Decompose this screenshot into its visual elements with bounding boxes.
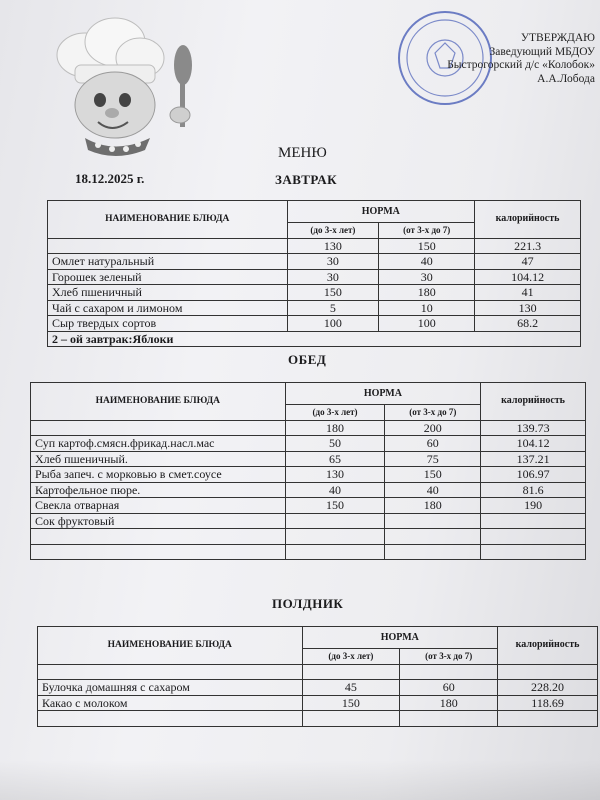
snack-title: ПОЛДНИК xyxy=(272,596,344,611)
table-row xyxy=(38,695,598,711)
col-age2-header: (от 3-х до 7) xyxy=(385,405,481,421)
norm-age1-cell: 45 xyxy=(302,680,400,696)
dish-cell: Омлет натуральный xyxy=(48,254,288,270)
col-norm-header: НОРМА xyxy=(302,627,498,649)
calories-cell: 41 xyxy=(475,285,581,301)
calories-cell: 104.12 xyxy=(481,436,586,452)
approval-line: А.А.Лобода xyxy=(537,72,595,85)
second-breakfast: 2 – ой завтрак:Яблоки xyxy=(48,331,581,347)
calories-cell: 139.73 xyxy=(481,420,586,436)
col-norm-header: НОРМА xyxy=(285,383,481,405)
table-row xyxy=(38,680,598,696)
calories-cell: 190 xyxy=(481,498,586,514)
norm-age1-cell: 50 xyxy=(285,436,385,452)
col-norm-header: НОРМА xyxy=(287,201,475,223)
col-name-header: НАИМЕНОВАНИЕ БЛЮДА xyxy=(31,383,286,421)
calories-cell: 81.6 xyxy=(481,482,586,498)
approval-line: Заведующий МБДОУ xyxy=(489,45,595,58)
approval-block xyxy=(420,32,595,86)
dish-cell: Рыба запеч. с морковью в смет.соусе xyxy=(31,467,286,483)
approval-line: УТВЕРЖДАЮ xyxy=(520,32,595,44)
calories-cell: 137.21 xyxy=(481,451,586,467)
table-row xyxy=(31,544,586,560)
norm-age1-cell: 130 xyxy=(285,467,385,483)
breakfast-title: ЗАВТРАК xyxy=(275,172,338,187)
norm-age2-cell xyxy=(400,711,498,727)
lunch-table xyxy=(30,382,586,560)
dish-cell: Суп картоф.смясн.фрикад.насл.мас xyxy=(31,436,286,452)
norm-age1-cell xyxy=(285,529,385,545)
norm-age2-cell: 75 xyxy=(385,451,481,467)
chef-illustration xyxy=(40,10,210,160)
calories-cell: 130 xyxy=(475,300,581,316)
dish-cell: Булочка домашняя с сахаром xyxy=(38,680,303,696)
norm-age2-cell xyxy=(385,529,481,545)
col-age1-header: (до 3-х лет) xyxy=(302,649,400,665)
breakfast-table xyxy=(47,200,581,347)
col-name-header: НАИМЕНОВАНИЕ БЛЮДА xyxy=(48,201,288,239)
norm-age2-cell xyxy=(400,664,498,680)
dish-cell xyxy=(38,664,303,680)
col-name-header: НАИМЕНОВАНИЕ БЛЮДА xyxy=(38,627,303,665)
calories-cell xyxy=(498,711,598,727)
norm-age2-cell xyxy=(385,544,481,560)
norm-age2-cell: 10 xyxy=(379,300,475,316)
table-row xyxy=(31,436,586,452)
lunch-title: ОБЕД xyxy=(288,352,327,367)
table-row xyxy=(48,269,581,285)
norm-age1-cell: 150 xyxy=(285,498,385,514)
norm-age1-cell: 30 xyxy=(287,269,379,285)
norm-age2-cell: 30 xyxy=(379,269,475,285)
col-age2-header: (от 3-х до 7) xyxy=(379,223,475,239)
norm-age2-cell: 200 xyxy=(385,420,481,436)
page-title: МЕНЮ xyxy=(278,145,327,161)
calories-cell xyxy=(481,544,586,560)
dish-cell: Сыр твердых сортов xyxy=(48,316,288,332)
norm-age2-cell: 60 xyxy=(385,436,481,452)
norm-age1-cell: 30 xyxy=(287,254,379,270)
col-age1-header: (до 3-х лет) xyxy=(285,405,385,421)
snack-table xyxy=(37,626,598,727)
calories-cell xyxy=(498,664,598,680)
calories-cell: 47 xyxy=(475,254,581,270)
calories-cell: 104.12 xyxy=(475,269,581,285)
norm-age1-cell xyxy=(285,544,385,560)
table-row xyxy=(48,285,581,301)
norm-age2-cell: 180 xyxy=(385,498,481,514)
norm-age1-cell: 180 xyxy=(285,420,385,436)
norm-age1-cell: 65 xyxy=(285,451,385,467)
dish-cell xyxy=(48,238,288,254)
col-age1-header: (до 3-х лет) xyxy=(287,223,379,239)
dish-cell: Какао с молоком xyxy=(38,695,303,711)
col-calories-header: калорийность xyxy=(475,201,581,239)
col-calories-header: калорийность xyxy=(481,383,586,421)
norm-age1-cell xyxy=(285,513,385,529)
norm-age2-cell: 180 xyxy=(379,285,475,301)
norm-age2-cell: 150 xyxy=(379,238,475,254)
calories-cell xyxy=(481,513,586,529)
dish-cell: Картофельное пюре. xyxy=(31,482,286,498)
dish-cell: Сок фруктовый xyxy=(31,513,286,529)
dish-cell: Хлеб пшеничный xyxy=(48,285,288,301)
dish-cell: Горошек зеленый xyxy=(48,269,288,285)
dish-cell: Хлеб пшеничный. xyxy=(31,451,286,467)
dish-cell: Чай с сахаром и лимоном xyxy=(48,300,288,316)
table-row xyxy=(38,664,598,680)
norm-age1-cell xyxy=(302,711,400,727)
norm-age1-cell xyxy=(302,664,400,680)
norm-age2-cell: 100 xyxy=(379,316,475,332)
norm-age2-cell: 150 xyxy=(385,467,481,483)
table-row xyxy=(31,420,586,436)
menu-date: 18.12.2025 г. xyxy=(75,171,145,186)
norm-age2-cell: 180 xyxy=(400,695,498,711)
table-row xyxy=(31,513,586,529)
dish-cell xyxy=(31,420,286,436)
calories-cell: 221.3 xyxy=(475,238,581,254)
norm-age1-cell: 150 xyxy=(302,695,400,711)
calories-cell: 106.97 xyxy=(481,467,586,483)
norm-age1-cell: 130 xyxy=(287,238,379,254)
dish-cell: Свекла отварная xyxy=(31,498,286,514)
table-row xyxy=(31,498,586,514)
table-row xyxy=(48,300,581,316)
calories-cell: 118.69 xyxy=(498,695,598,711)
dish-cell xyxy=(38,711,303,727)
norm-age1-cell: 100 xyxy=(287,316,379,332)
norm-age2-cell xyxy=(385,513,481,529)
table-row xyxy=(48,238,581,254)
norm-age1-cell: 5 xyxy=(287,300,379,316)
approval-line: Быстрогорский д/с «Колобок» xyxy=(447,59,595,71)
table-row xyxy=(31,529,586,545)
norm-age2-cell: 60 xyxy=(400,680,498,696)
norm-age1-cell: 40 xyxy=(285,482,385,498)
calories-cell: 68.2 xyxy=(475,316,581,332)
table-row xyxy=(48,316,581,332)
calories-cell: 228.20 xyxy=(498,680,598,696)
table-row xyxy=(31,451,586,467)
dish-cell xyxy=(31,529,286,545)
col-age2-header: (от 3-х до 7) xyxy=(400,649,498,665)
calories-cell xyxy=(481,529,586,545)
norm-age2-cell: 40 xyxy=(385,482,481,498)
norm-age2-cell: 40 xyxy=(379,254,475,270)
col-calories-header: калорийность xyxy=(498,627,598,665)
table-row xyxy=(31,482,586,498)
table-row xyxy=(38,711,598,727)
table-row xyxy=(48,254,581,270)
table-row xyxy=(31,467,586,483)
dish-cell xyxy=(31,544,286,560)
norm-age1-cell: 150 xyxy=(287,285,379,301)
